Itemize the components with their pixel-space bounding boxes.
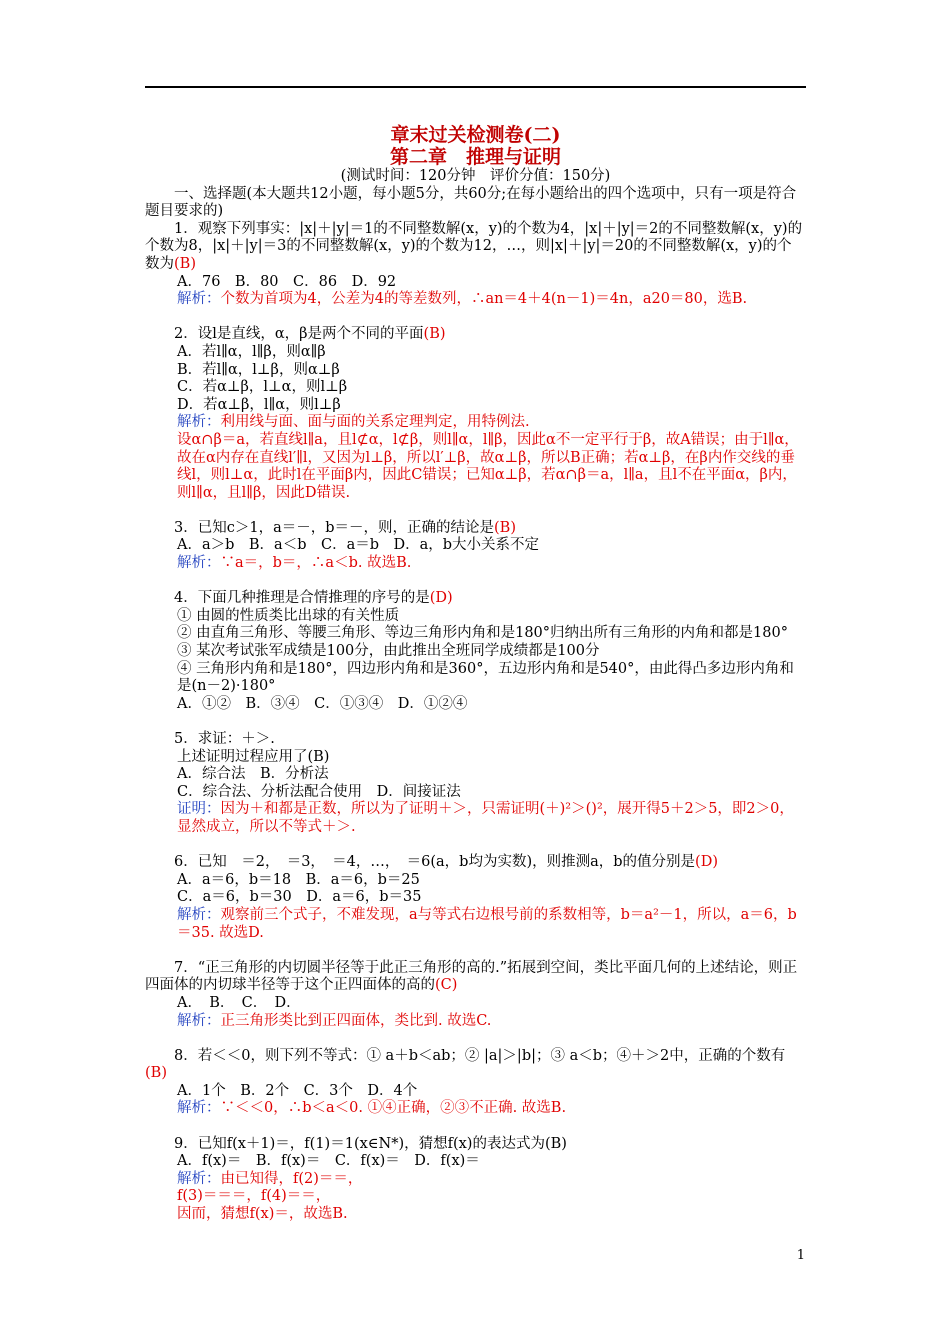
solution-label: 解析： xyxy=(177,906,221,923)
solution-label: 解析： xyxy=(177,1012,221,1029)
question-block xyxy=(145,1048,806,1136)
option-line: ② 由直角三角形、等腰三角形、等边三角形内角和是180°归纳出所有三角形的内角和都是180° xyxy=(177,625,788,642)
solution-text: ∵＜＜0，∴b＜a＜0. ①④正确，②③不正确. 故选B. xyxy=(220,1100,567,1117)
option-line: 上述证明过程应用了(B) xyxy=(177,748,330,765)
solution-text: 观察前三个式子，不难发现，a与等式右边根号前的系数相等，b＝a²－1，所以，a＝6，b＝35. 故选D. xyxy=(177,906,797,941)
question-text: 8．若＜＜0，则下列不等式：① a＋b＜ab；② |a|＞|b|；③ a＜b；④＋＞2中，正确的个数有 xyxy=(174,1047,786,1064)
question-stem xyxy=(145,590,806,608)
option-line: A．76 B．80 C．86 D．92 xyxy=(177,273,397,290)
question-text: 7．“正三角形的内切圆半径等于此正三角形的高的.”拓展到空间，类比平面几何的上述结论，则正四面体的内切球半径等于这个正四面体的高的 xyxy=(145,959,798,994)
solution-line xyxy=(145,1188,806,1206)
solution-line xyxy=(145,1013,806,1031)
solution-line xyxy=(145,1171,806,1189)
solution-line xyxy=(145,432,806,502)
solution-label: 解析： xyxy=(177,291,221,308)
solution-text: 利用线与面、面与面的关系定理判定，用特例法. xyxy=(220,414,530,431)
solution-text: 个数为首项为4，公差为4的等差数列，∴an＝4＋4(n－1)＝4n，a20＝80，选B. xyxy=(220,291,748,308)
option-line: C．若α⊥β，l⊥α，则l⊥β xyxy=(177,379,348,396)
question-block xyxy=(145,520,806,590)
solution-line xyxy=(145,414,806,432)
question-text: 5．求证：＋＞. xyxy=(174,731,275,747)
question-stem xyxy=(145,960,806,995)
solution-label: 解析： xyxy=(177,1100,221,1117)
option-line: C．a＝6，b＝30 D．a＝6，b＝35 xyxy=(177,889,422,906)
option-line: A．若l∥α，l∥β，则α∥β xyxy=(177,343,326,360)
solution-text: ∵a＝，b＝，∴a＜b. 故选B. xyxy=(220,555,412,572)
solution-line xyxy=(145,801,806,836)
solution-text: 因而，猜想f(x)＝，故选B. xyxy=(177,1206,348,1223)
header-rule xyxy=(145,86,806,88)
option-line: ④ 三角形内角和是180°，四边形内角和是360°，五边形内角和是540°，由此得凸多边形内角和是(n－2)·180° xyxy=(177,660,794,695)
page-number: 1 xyxy=(796,1248,805,1263)
question-block xyxy=(145,326,806,520)
question-text: 1．观察下列事实：|x|＋|y|＝1的不同整数解(x，y)的个数为4，|x|＋|y|＝2的不同整数解(x，y)的个数为8，|x|＋|y|＝3的不同整数解(x，y)的个数为12，…，则|x|＋|y|＝20的不同整数解(x，y)的个数为 xyxy=(145,220,803,272)
question-stem xyxy=(145,1136,806,1154)
question-text: 6．已知 ＝2， ＝3， ＝4，…， ＝6(a，b均为实数)，则推测a，b的值分别是 xyxy=(174,854,696,871)
answer-key: (C) xyxy=(435,977,458,994)
question-block xyxy=(145,221,806,327)
question-list xyxy=(145,221,806,1224)
question-text: 9．已知f(x＋1)＝，f(1)＝1(x∈N*)，猜想f(x)的表达式为(B) xyxy=(174,1135,567,1152)
section-heading: 一、选择题(本大题共12小题，每小题5分，共60分;在每小题给出的四个选项中，只有一项是符合题目要求的) xyxy=(145,185,797,220)
option-line: C．综合法、分析法配合使用 D．间接证法 xyxy=(177,783,461,800)
option-line: A．f(x)＝ B．f(x)＝ C．f(x)＝ D．f(x)＝ xyxy=(177,1153,480,1170)
answer-key: (B) xyxy=(423,326,446,343)
solution-line xyxy=(145,1100,806,1118)
question-stem xyxy=(145,854,806,872)
solution-line xyxy=(145,907,806,942)
question-text: 3．已知c＞1，a＝－，b＝－，则，正确的结论是 xyxy=(174,519,494,536)
solution-text: f(3)＝＝＝，f(4)＝＝， xyxy=(177,1188,331,1205)
solution-label: 证明： xyxy=(177,801,221,818)
solution-line xyxy=(145,1206,806,1224)
question-block xyxy=(145,590,806,731)
question-stem xyxy=(145,326,806,344)
page-title: 章末过关检测卷(二) xyxy=(390,124,561,146)
solution-text: 因为＋和都是正数，所以为了证明＋＞，只需证明(＋)²＞()²，展开得5＋2＞5，即2＞0，显然成立，所以不等式＋＞. xyxy=(177,801,794,835)
option-line: A．1个 B．2个 C．3个 D．4个 xyxy=(177,1082,418,1099)
answer-key: (B) xyxy=(494,519,516,536)
question-stem xyxy=(145,1048,806,1083)
solution-text: 正三角形类比到正四面体，类比到. 故选C. xyxy=(220,1012,492,1029)
option-line: A．a＞b B．a＜b C．a＝b D．a，b大小关系不定 xyxy=(177,537,540,554)
option-line: B．若l∥α，l⊥β，则α⊥β xyxy=(177,361,340,378)
option-line: ① 由圆的性质类比出球的有关性质 xyxy=(177,607,400,624)
answer-key: (D) xyxy=(695,854,718,871)
question-block xyxy=(145,1136,806,1224)
solution-label: 解析： xyxy=(177,1170,221,1187)
answer-key: (B) xyxy=(174,255,196,272)
question-stem xyxy=(145,221,806,274)
question-text: 4．下面几种推理是合情推理的序号的是 xyxy=(174,590,430,607)
question-block xyxy=(145,960,806,1048)
question-stem xyxy=(145,520,806,538)
question-stem xyxy=(145,731,806,749)
chapter-subtitle: 第二章 推理与证明 xyxy=(389,146,561,168)
option-line: A． B． C． D． xyxy=(177,994,301,1011)
question-block xyxy=(145,731,806,854)
option-line: D．若α⊥β，l∥α，则l⊥β xyxy=(177,396,341,413)
solution-text: 由已知得，f(2)＝＝， xyxy=(220,1170,363,1187)
solution-label: 解析： xyxy=(177,555,221,572)
question-block xyxy=(145,854,806,960)
document-body xyxy=(145,125,806,1224)
answer-key: (B) xyxy=(145,1065,167,1082)
option-line: A．a＝6，b＝18 B．a＝6，b＝25 xyxy=(177,871,420,888)
answer-key: (D) xyxy=(429,590,453,607)
option-line: A．①② B．③④ C．①③④ D．①②④ xyxy=(177,695,468,712)
solution-line xyxy=(145,291,806,309)
solution-line xyxy=(145,555,806,573)
test-meta: (测试时间：120分钟 评价分值：150分) xyxy=(340,168,611,184)
option-line: A．综合法 B．分析法 xyxy=(177,766,329,783)
solution-label: 解析： xyxy=(177,414,221,431)
question-text: 2．设l是直线，α，β是两个不同的平面 xyxy=(174,326,424,343)
solution-text: 设α∩β＝a，若直线l∥a，且l⊄α，l⊄β，则l∥α，l∥β，因此α不一定平行于β，故A错误；由于l∥α，故在α内存在直线l′∥l，又因为l⊥β，所以l′⊥β，故α⊥β，所以B正确；若α⊥β，在β内作交线的垂线l，则l⊥α，此时l在平面β内，因此C错误；已知α⊥β，若α∩β＝a，l∥a，且l不在平面α，β内，则l∥α，且l∥β，因此D错误. xyxy=(177,431,799,501)
option-line: ③ 某次考试张军成绩是100分，由此推出全班同学成绩都是100分 xyxy=(177,643,600,660)
